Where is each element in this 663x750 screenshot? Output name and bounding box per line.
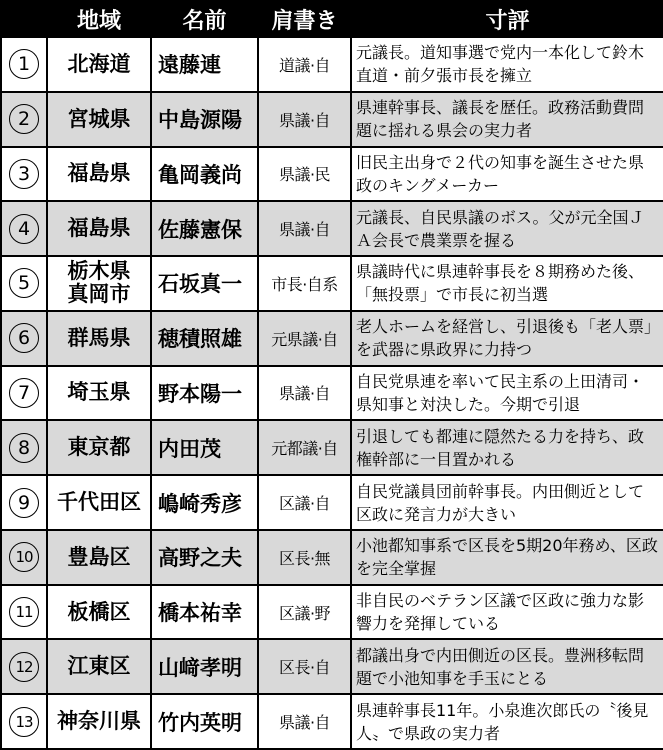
title-cell: 県議·自	[258, 201, 351, 256]
table-row	[1, 530, 663, 585]
region-cell: 千代田区	[47, 475, 151, 530]
number-badge: 2	[9, 104, 39, 134]
region-cell: 福島県	[47, 147, 151, 202]
name-cell: 穂積照雄	[151, 311, 258, 366]
row-number	[1, 147, 47, 202]
review-cell: 県連幹事長、議長を歴任。政務活動費問題に揺れる県会の実力者	[351, 92, 663, 147]
number-badge: 5	[9, 268, 39, 298]
name-cell: 佐藤憲保	[151, 201, 258, 256]
review-cell: 元議長、自民県議のボス。父が元全国ＪＡ会長で農業票を握る	[351, 201, 663, 256]
name-cell: 山﨑孝明	[151, 639, 258, 694]
number-badge: 10	[9, 542, 39, 572]
number-badge: 6	[9, 323, 39, 353]
row-number	[1, 201, 47, 256]
table-body	[1, 37, 663, 749]
name-cell: 橋本祐幸	[151, 585, 258, 640]
table-row	[1, 201, 663, 256]
table-row	[1, 420, 663, 475]
table-row	[1, 639, 663, 694]
row-number	[1, 694, 47, 749]
number-badge: 13	[9, 707, 39, 737]
header-number	[1, 1, 47, 37]
title-cell: 元県議·自	[258, 311, 351, 366]
name-cell: 遠藤連	[151, 37, 258, 92]
number-badge: 8	[9, 433, 39, 463]
number-badge: 12	[9, 652, 39, 682]
table-row	[1, 37, 663, 92]
row-number	[1, 37, 47, 92]
review-cell: 都議出身で内田側近の区長。豊洲移転問題で小池知事を手玉にとる	[351, 639, 663, 694]
row-number	[1, 530, 47, 585]
name-cell: 野本陽一	[151, 366, 258, 421]
number-badge: 3	[9, 159, 39, 189]
name-cell: 高野之夫	[151, 530, 258, 585]
row-number	[1, 311, 47, 366]
table-row	[1, 311, 663, 366]
review-cell: 老人ホームを経営し、引退後も「老人票」を武器に県政界に力持つ	[351, 311, 663, 366]
row-number	[1, 639, 47, 694]
title-cell: 県議·自	[258, 366, 351, 421]
table-row	[1, 585, 663, 640]
header-name: 名前	[151, 1, 258, 37]
review-cell: 県連幹事長11年。小泉進次郎氏の〝後見人〟で県政の実力者	[351, 694, 663, 749]
number-badge: 4	[9, 214, 39, 244]
region-cell: 板橋区	[47, 585, 151, 640]
row-number	[1, 585, 47, 640]
row-number	[1, 92, 47, 147]
region-cell: 豊島区	[47, 530, 151, 585]
region-cell: 神奈川県	[47, 694, 151, 749]
header-row	[1, 1, 663, 37]
table-row	[1, 694, 663, 749]
title-cell: 県議·自	[258, 694, 351, 749]
region-cell: 北海道	[47, 37, 151, 92]
row-number	[1, 366, 47, 421]
header-region: 地域	[47, 1, 151, 37]
title-cell: 市長·自系	[258, 256, 351, 311]
review-cell: 自民党議員団前幹事長。内田側近として区政に発言力が大きい	[351, 475, 663, 530]
region-cell: 栃木県 真岡市	[47, 256, 151, 311]
name-cell: 内田茂	[151, 420, 258, 475]
region-cell: 東京都	[47, 420, 151, 475]
number-badge: 11	[9, 597, 39, 627]
review-cell: 旧民主出身で２代の知事を誕生させた県政のキングメーカー	[351, 147, 663, 202]
table-row	[1, 92, 663, 147]
title-cell: 県議·民	[258, 147, 351, 202]
table-header	[1, 1, 663, 37]
review-cell: 県議時代に県連幹事長を８期務めた後、「無投票」で市長に初当選	[351, 256, 663, 311]
region-cell: 群馬県	[47, 311, 151, 366]
title-cell: 区議·野	[258, 585, 351, 640]
row-number	[1, 475, 47, 530]
title-cell: 区長·自	[258, 639, 351, 694]
number-badge: 7	[9, 378, 39, 408]
header-review: 寸評	[351, 1, 663, 37]
region-cell: 江東区	[47, 639, 151, 694]
name-cell: 中島源陽	[151, 92, 258, 147]
title-cell: 県議·自	[258, 92, 351, 147]
name-cell: 嶋崎秀彦	[151, 475, 258, 530]
review-cell: 引退しても都連に隠然たる力を持ち、政権幹部に一目置かれる	[351, 420, 663, 475]
table-row	[1, 147, 663, 202]
title-cell: 区長·無	[258, 530, 351, 585]
review-cell: 小池都知事系で区長を5期20年務め、区政を完全掌握	[351, 530, 663, 585]
name-cell: 石坂真一	[151, 256, 258, 311]
table-row	[1, 475, 663, 530]
table-row	[1, 256, 663, 311]
header-title: 肩書き	[258, 1, 351, 37]
name-cell: 竹内英明	[151, 694, 258, 749]
region-cell: 宮城県	[47, 92, 151, 147]
name-cell: 亀岡義尚	[151, 147, 258, 202]
title-cell: 元都議·自	[258, 420, 351, 475]
review-cell: 元議長。道知事選で党内一本化して鈴木直道・前夕張市長を擁立	[351, 37, 663, 92]
review-cell: 自民党県連を率いて民主系の上田清司・県知事と対決した。今期で引退	[351, 366, 663, 421]
row-number	[1, 256, 47, 311]
title-cell: 区議·自	[258, 475, 351, 530]
title-cell: 道議·自	[258, 37, 351, 92]
table-row	[1, 366, 663, 421]
row-number	[1, 420, 47, 475]
number-badge: 1	[9, 49, 39, 79]
region-cell: 福島県	[47, 201, 151, 256]
review-cell: 非自民のベテラン区議で区政に強力な影響力を発揮している	[351, 585, 663, 640]
region-cell: 埼玉県	[47, 366, 151, 421]
number-badge: 9	[9, 488, 39, 518]
